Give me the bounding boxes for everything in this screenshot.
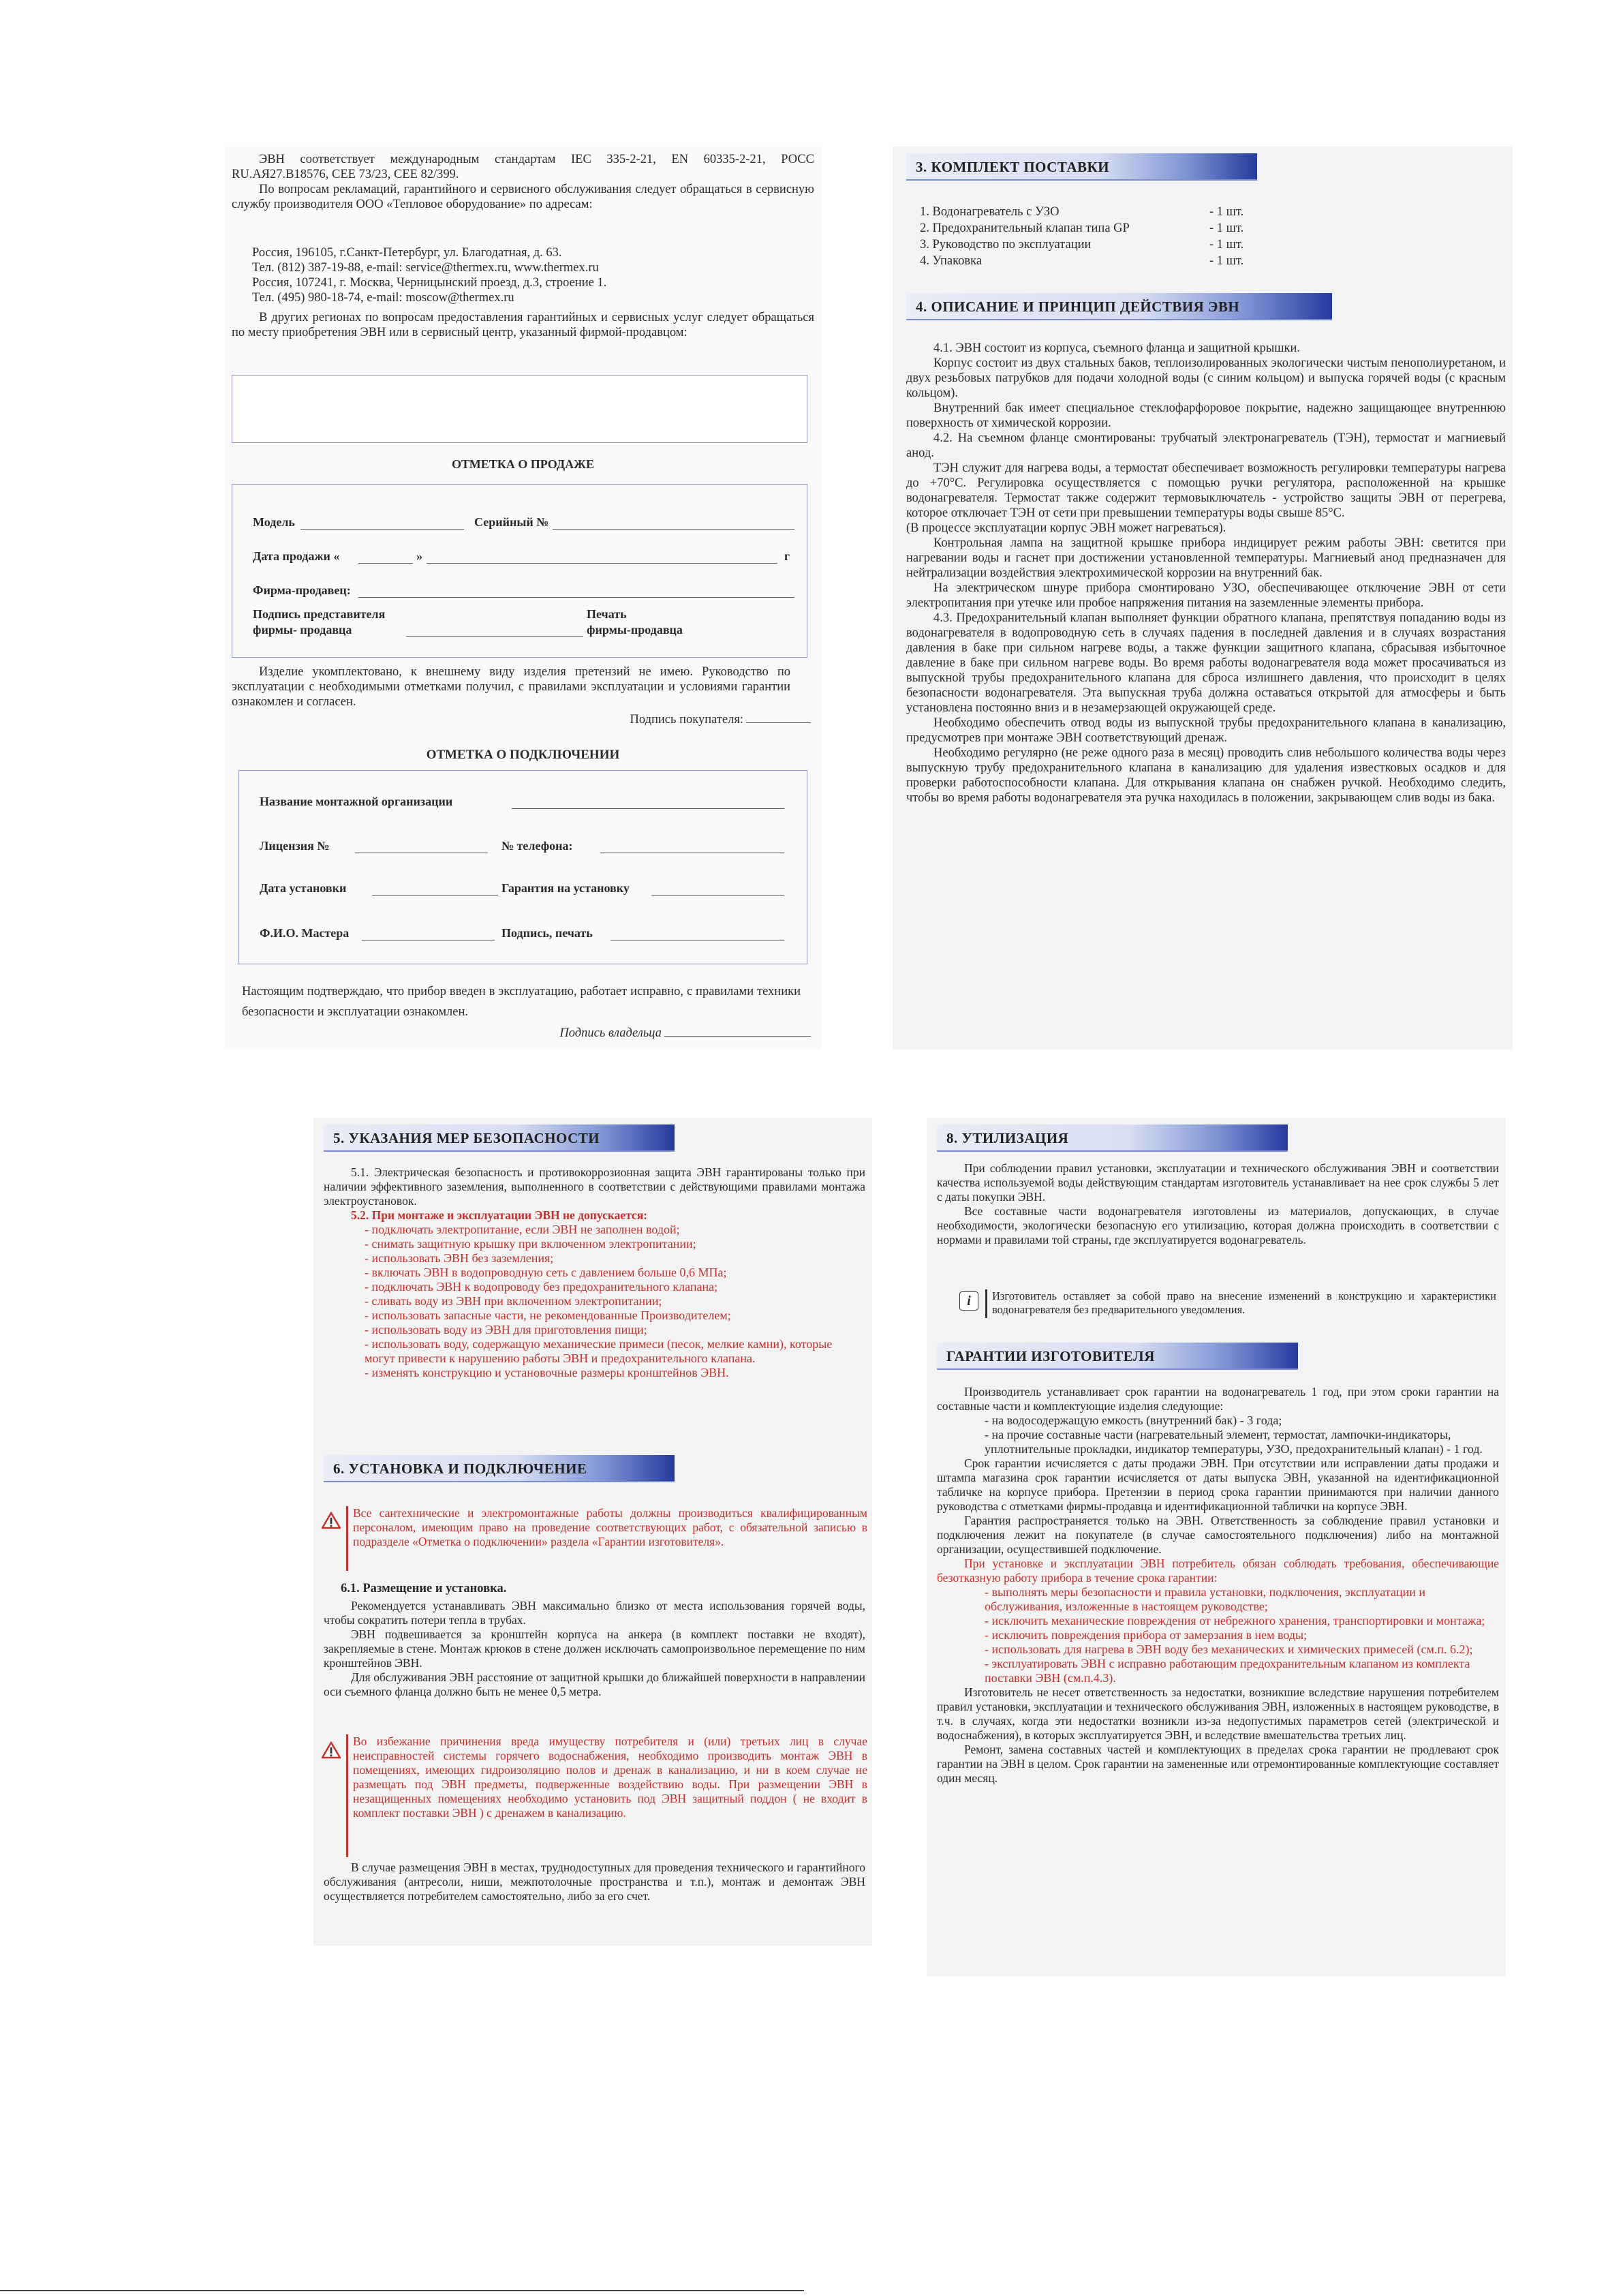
placement-body bbox=[324, 1599, 865, 1699]
scan-edge-line bbox=[0, 2290, 804, 2291]
placement-para: Рекомендуется устанавливать ЭВН максимально близко от места использования горячей воды, чтобы сократить потери тепла в трубах. bbox=[324, 1599, 865, 1627]
kit-list bbox=[920, 204, 1281, 270]
warning-icon bbox=[322, 1741, 341, 1759]
kit-item-qty: - 1 шт. bbox=[1209, 254, 1244, 268]
model-label: Модель bbox=[253, 515, 295, 529]
stamp-label-1: Печать bbox=[587, 607, 627, 621]
safety-forbidden-list bbox=[324, 1223, 865, 1380]
list-item: - использовать для нагрева в ЭВН воду без механических и химических примесей (см.п. 6.2); bbox=[985, 1642, 1473, 1656]
firm-label: Фирма-продавец: bbox=[253, 583, 351, 597]
address-msk: Россия, 107241, г. Москва, Черницынский проезд, д.3, строение 1. bbox=[252, 276, 607, 290]
kit-item-qty: - 1 шт. bbox=[1209, 238, 1244, 251]
list-item: - эксплуатировать ЭВН с исправно работающим предохранительным клапаном из комплекта поставки ЭВН (см.п.4.3). bbox=[985, 1657, 1470, 1685]
safety-section-header bbox=[324, 1124, 675, 1152]
warranty-terms-list bbox=[937, 1413, 1499, 1456]
list-item: - исключить повреждения прибора от замерзания в нем воды; bbox=[985, 1628, 1308, 1642]
master-label: Ф.И.О. Мастера bbox=[260, 926, 350, 940]
rep-sign-label-2: фирмы- продавца bbox=[253, 623, 352, 637]
install-warranty-label: Гарантия на установку bbox=[501, 881, 630, 895]
disposal-para: Все составные части водонагревателя изготовлены из материалов, допускающих, в случае необходимости, экологически безопасную его утилизацию, которая должна происходить в соответствии с нормами и правилами той страны, где эксплуатируется водонагреватель. bbox=[937, 1204, 1499, 1246]
disposal-section-header bbox=[937, 1124, 1288, 1152]
kit-item bbox=[920, 204, 1281, 221]
warranty-requirements-intro: При установке и эксплуатации ЭВН потребитель обязан соблюдать требования, обеспечивающие безотказную работу прибора в течение срока гарантии: bbox=[937, 1557, 1499, 1585]
kit-section-title: 3. КОМПЛЕКТ ПОСТАВКИ bbox=[916, 159, 1110, 175]
sale-title: ОТМЕТКА О ПРОДАЖЕ bbox=[451, 457, 594, 471]
desc-para: (В процессе эксплуатации корпус ЭВН может нагреваться). bbox=[906, 521, 1226, 535]
desc-para: 4.1. ЭВН состоит из корпуса, съемного фланца и защитной крышки. bbox=[933, 341, 1301, 355]
placement-para: ЭВН подвешивается за кронштейн корпуса на анкера (в комплект поставки не входят), закрепляемые в стене. Монтаж крюков в стене должен исключать самопроизвольное перемещение по ним кронштейнов ЭВН. bbox=[324, 1627, 865, 1670]
kit-item-name: 4. Упаковка bbox=[920, 254, 983, 268]
acceptance-text: Изделие укомплектовано, к внешнему виду изделия претензий не имею. Руководство по эксплуатации с необходимыми отметками получил, с правилами эксплуатации и условиями гарантии ознакомлен и согласен. bbox=[232, 665, 790, 709]
kit-item-name: 2. Предохранительный клапан типа GP bbox=[920, 221, 1130, 235]
safety-forbidden-title: 5.2. При монтаже и эксплуатации ЭВН не допускается: bbox=[351, 1208, 648, 1222]
model-field[interactable] bbox=[300, 529, 464, 530]
page-warranty-card bbox=[225, 147, 821, 1050]
kit-item bbox=[920, 237, 1281, 254]
info-bar bbox=[985, 1289, 987, 1318]
firm-field[interactable] bbox=[358, 597, 794, 598]
page-disposal-warranty bbox=[927, 1118, 1506, 1976]
sale-date-label: Дата продажи « bbox=[253, 549, 340, 563]
install-date-field[interactable] bbox=[372, 895, 498, 896]
kit-item-name: 1. Водонагреватель с УЗО bbox=[920, 205, 1060, 219]
sale-day-field[interactable] bbox=[358, 563, 413, 564]
disposal-section-title: 8. УТИЛИЗАЦИЯ bbox=[946, 1130, 1069, 1146]
desc-para: 4.3. Предохранительный клапан выполняет функции обратного клапана, препятствуя попаданию воды из водонагревателя в водопроводную сеть в случаях падения в последней давления и в случаях возрастания давления в баке при сильном нагреве воды, а также функции защитного клапана, сбрасывая избыточное давление в баке при сильном нагреве воды. Во время работы водонагревателя вода может просачиваться из выпускной трубы предохранительного клапана для сброса излишнего давления, что происходит в целях безопасности водонагревателя. Эта выпускная труба должна оставаться открытой для атмосферы и быть установлена постоянно вниз и в незамерзающей окружающей среде. bbox=[906, 611, 1506, 715]
org-label: Название монтажной организации bbox=[260, 795, 453, 808]
list-item: - использовать ЭВН без заземления; bbox=[365, 1251, 554, 1265]
disposal-para: При соблюдении правил установки, эксплуатации и технического обслуживания ЭВН и соответствии качества используемой воды действующим стандартам изготовитель устанавливает на нее срок службы 5 лет с даты покупки ЭВН. bbox=[937, 1161, 1499, 1204]
disposal-body bbox=[937, 1161, 1499, 1247]
list-item: - снимать защитную крышку при включенном электропитании; bbox=[365, 1237, 696, 1251]
sale-year-label: г bbox=[784, 549, 790, 563]
desc-para: Необходимо обеспечить отвод воды из выпускной трубы предохранительного клапана в канализацию, предусмотрев при монтаже ЭВН соответствующий дренаж. bbox=[906, 716, 1506, 745]
warranty-para: Срок гарантии исчисляется с даты продажи ЭВН. При отсутствии или исправлении даты продажи и штампа магазина срок гарантии исчисляется от даты выпуска ЭВН, указанной на идентификационной табличке на корпусе прибора. Претензии в период срока гарантии принимаются при наличии данного руководства с отметками фирмы-продавца и идентификационной таблички на корпусе ЭВН. bbox=[937, 1456, 1499, 1513]
description-section-title: 4. ОПИСАНИЕ И ПРИНЦИП ДЕЙСТВИЯ ЭВН bbox=[916, 299, 1240, 315]
warranty-section-title: ГАРАНТИИ ИЗГОТОВИТЕЛЯ bbox=[946, 1348, 1155, 1364]
sale-box bbox=[232, 484, 807, 658]
buyer-sign-field[interactable] bbox=[746, 722, 811, 723]
safety-para: 5.1. Электрическая безопасность и противокоррозионная защита ЭВН гарантированы только при наличии эффективного заземления, выполненного в соответствии с действующими правилами монтажа электроустановок. bbox=[324, 1165, 865, 1208]
desc-para: ТЭН служит для нагрева воды, а термостат обеспечивает возможность регулировки температуры нагрева до +70°С. Регулировка осуществляется с помощью ручки регулятора, расположенной на крышке водонагревателя. Термостат также содержит термовыключатель - устройство защиты ЭВН от перегрева, которое отключает ТЭН от сети при превышении температуры воды свыше 85°С. bbox=[906, 461, 1506, 520]
warranty-requirements-list bbox=[937, 1585, 1499, 1685]
kit-item-qty: - 1 шт. bbox=[1209, 221, 1244, 235]
desc-para: Контрольная лампа на защитной крышке прибора индицирует режим работы ЭВН: светится при нагревании воды и гаснет при достижении установленной температуры. Магниевый анод предназначен для нейтрализации воздействия электрохимической коррозии на внутренний бак. bbox=[906, 536, 1506, 580]
serial-label: Серийный № bbox=[474, 515, 549, 529]
description-body bbox=[906, 341, 1506, 806]
warranty-para: Ремонт, замена составных частей и комплектующих в пределах срока гарантии не продлевают срок гарантии на ЭВН в целом. Срок гарантии на замененные или отремонтированные комплектующие составляет один месяц. bbox=[937, 1743, 1499, 1785]
info-icon: i bbox=[959, 1291, 978, 1311]
list-item: - на водосодержащую емкость (внутренний бак) - 3 года; bbox=[985, 1413, 1282, 1427]
desc-para: 4.2. На съемном фланце смонтированы: трубчатый электронагреватель (ТЭН), термостат и магниевый анод. bbox=[906, 431, 1506, 460]
install-warning-2: Во избежание причинения вреда имуществу потребителя и (или) третьих лиц в случае неисправностей системы горячего водоснабжения, необходимо производить монтаж ЭВН в помещениях, имеющих гидроизоляцию полов и дренаж в канализацию, и ни в коем случае не размещать под ЭВН предметы, подверженные воздействию воды. При размещении ЭВН в незащищенных помещениях необходимо установить под ЭВН защитный поддон ( не входит в комплект поставки ЭВН ) с дренажем в канализацию. bbox=[353, 1734, 867, 1820]
phone-msk: Тел. (495) 980-18-74, e-mail: moscow@thermex.ru bbox=[252, 291, 514, 305]
placement-para: Для обслуживания ЭВН расстояние от защитной крышки до ближайшей поверхности в направлении оси съемного фланца должно быть не менее 0,5 метра. bbox=[324, 1670, 865, 1698]
service-text: По вопросам рекламаций, гарантийного и сервисного обслуживания следует обращаться в сервисную службу производителя ООО «Тепловое оборудование» по адресам: bbox=[232, 183, 814, 211]
list-item: - сливать воду из ЭВН при включенном электропитании; bbox=[365, 1294, 662, 1308]
address-spb: Россия, 196105, г.Санкт-Петербург, ул. Благодатная, д. 63. bbox=[252, 246, 562, 260]
buyer-sign-label: Подпись покупателя: bbox=[630, 713, 743, 726]
sale-date-quote: » bbox=[416, 549, 422, 563]
description-section-header bbox=[906, 293, 1332, 320]
desc-para: Внутренний бак имеет специальное стеклофарфоровое покрытие, надежно защищающее внутреннюю поверхность от химической коррозии. bbox=[906, 401, 1506, 430]
phone-label: № телефона: bbox=[501, 839, 573, 853]
serial-field[interactable] bbox=[553, 529, 794, 530]
standards-text: ЭВН соответствует международным стандартам IEC 335-2-21, EN 60335-2-21, РОСС RU.АЯ27.В18576, CEE 73/23, CEE 82/399. bbox=[232, 153, 814, 181]
list-item: - включать ЭВН в водопроводную сеть с давлением больше 0,6 МПа; bbox=[365, 1266, 727, 1279]
address-block bbox=[252, 245, 811, 305]
kit-item bbox=[920, 221, 1281, 237]
owner-sign-row bbox=[538, 1026, 811, 1041]
install-section-header bbox=[324, 1455, 675, 1482]
buyer-sign-row bbox=[579, 712, 811, 727]
owner-sign-label: Подпись владельца bbox=[559, 1026, 662, 1040]
desc-para: Необходимо регулярно (не реже одного раза в месяц) проводить слив небольшого количества воды через выпускную трубу предохранительного клапана в канализацию для удаления известковых осадков и для проверки работоспособности клапана. Для открывания клапана он снабжен ручкой. Необходимо следить, чтобы во время работы водонагревателя эта ручка находилась в положении, закрывающем слив воды из бака. bbox=[906, 746, 1506, 805]
list-item: - подключать ЭВН к водопроводу без предохранительного клапана; bbox=[365, 1280, 718, 1294]
rep-sign-field[interactable] bbox=[406, 636, 583, 637]
list-item: - выполнять меры безопасности и правила установки, подключения, эксплуатации и обслуживания, изложенные в настоящем руководстве; bbox=[985, 1585, 1426, 1613]
connect-box bbox=[238, 770, 807, 964]
list-item: - изменять конструкцию и установочные размеры кронштейнов ЭВН. bbox=[365, 1366, 729, 1379]
install-section-title: 6. УСТАНОВКА И ПОДКЛЮЧЕНИЕ bbox=[333, 1460, 587, 1477]
list-item: - подключать электропитание, если ЭВН не заполнен водой; bbox=[365, 1223, 680, 1236]
warranty-para: Гарантия распространяется только на ЭВН. Ответственность за соблюдение правил установки и подключения лежит на покупателе (в случае самостоятельного подключения) либо на монтажной организации, осуществившей подключение. bbox=[937, 1514, 1499, 1556]
install-warranty-field[interactable] bbox=[651, 895, 784, 896]
kit-item-name: 3. Руководство по эксплуатации bbox=[920, 238, 1092, 251]
kit-section-header bbox=[906, 153, 1257, 181]
warning-bar bbox=[346, 1506, 348, 1571]
kit-item-qty: - 1 шт. bbox=[1209, 205, 1244, 219]
connect-title: ОТМЕТКА О ПОДКЛЮЧЕНИИ bbox=[426, 748, 620, 762]
license-label: Лицензия № bbox=[260, 839, 330, 853]
warranty-para: Изготовитель не несет ответственность за недостатки, возникшие вследствие нарушения потребителем правил установки, эксплуатации и технического обслуживания ЭВН, изложенных в настоящем руководстве, в т.ч. в случаях, когда эти недостатки возникли из-за недопустимых параметров сетей (электрической и водоснабжения), в которых эксплуатируется ЭВН, и вследствие вмешательства третьих лиц. bbox=[937, 1685, 1499, 1742]
install-date-label: Дата установки bbox=[260, 881, 347, 895]
owner-sign-field[interactable] bbox=[664, 1036, 811, 1037]
warranty-section-header bbox=[937, 1343, 1298, 1370]
safety-body bbox=[324, 1165, 865, 1380]
warranty-body bbox=[937, 1385, 1499, 1786]
page-description bbox=[893, 147, 1513, 1050]
sale-month-field[interactable] bbox=[427, 563, 777, 564]
list-item: - на прочие составные части (нагревательный элемент, термостат, лампочки-индикаторы, уплотнительные прокладки, индикатор температуры, УЗО, предохранительный клапан) - 1 год. bbox=[985, 1428, 1483, 1456]
warning-bar bbox=[346, 1734, 348, 1857]
sign-stamp-label: Подпись, печать bbox=[501, 926, 593, 940]
placement-title: 6.1. Размещение и установка. bbox=[341, 1582, 507, 1595]
other-regions-text: В других регионах по вопросам предоставления гарантийных и сервисных услуг следует обращаться по месту приобретения ЭВН или в сервисный центр, указанный фирмой-продавцом: bbox=[232, 311, 814, 339]
warning-icon bbox=[322, 1512, 341, 1529]
desc-para: На электрическом шнуре прибора смонтировано УЗО, обеспечивающее отключение ЭВН от сети электропитания при утечке или пробое напряжения питания на заземленные элементы прибора. bbox=[906, 581, 1506, 610]
kit-item bbox=[920, 254, 1281, 270]
stamp-label-2: фирмы-продавца bbox=[587, 623, 683, 637]
list-item: - использовать воду, содержащую механические примеси (песок, мелкие камни), которые могут привести к нарушению работы ЭВН и предохранительного клапана. bbox=[365, 1337, 833, 1365]
rep-sign-label-1: Подпись представителя bbox=[253, 607, 386, 621]
warranty-para: Производитель устанавливает срок гарантии на водонагреватель 1 год, при этом сроки гарантии на составные части и комплектующие изделия следующие: bbox=[937, 1385, 1499, 1413]
info-text: Изготовитель оставляет за собой право на внесение изменений в конструкцию и характеристики водонагревателя без предварительного уведомления. bbox=[992, 1289, 1496, 1316]
hard-access-text: В случае размещения ЭВН в местах, труднодоступных для проведения технического и гарантийного обслуживания (антресоли, ниши, межпотолочные пространства и т.п.), монтаж и демонтаж ЭВН осуществляется потребителем самостоятельно, либо за его счет. bbox=[324, 1861, 865, 1903]
service-center-box[interactable] bbox=[232, 375, 807, 443]
desc-para: Корпус состоит из двух стальных баков, теплоизолированных экологически чистым пенополиуретаном, и двух резьбовых патрубков для подачи холодной воды (с синим кольцом) и выпуска горячей воды (с красным кольцом). bbox=[906, 356, 1506, 400]
list-item: - использовать воду из ЭВН для приготовления пищи; bbox=[365, 1323, 647, 1336]
safety-section-title: 5. УКАЗАНИЯ МЕР БЕЗОПАСНОСТИ bbox=[333, 1130, 600, 1146]
phone-spb: Тел. (812) 387-19-88, e-mail: service@thermex.ru, www.thermex.ru bbox=[252, 261, 599, 275]
page-safety-install bbox=[313, 1118, 872, 1946]
install-warning-1: Все сантехнические и электромонтажные работы должны производиться квалифицированным персоналом, имеющим право на проведение соответствующих работ, с обязательной записью в подразделе «Отметка о подключении» раздела «Гарантии изготовителя». bbox=[353, 1506, 867, 1548]
org-field[interactable] bbox=[512, 808, 784, 809]
list-item: - использовать запасные части, не рекомендованные Производителем; bbox=[365, 1308, 731, 1322]
list-item: - исключить механические повреждения от небрежного хранения, транспортировки и монтажа; bbox=[985, 1614, 1485, 1627]
confirm-text: Настоящим подтверждаю, что прибор введен в эксплуатацию, работает исправно, с правилами техники безопасности и эксплуатации ознакомлен. bbox=[242, 985, 801, 1019]
